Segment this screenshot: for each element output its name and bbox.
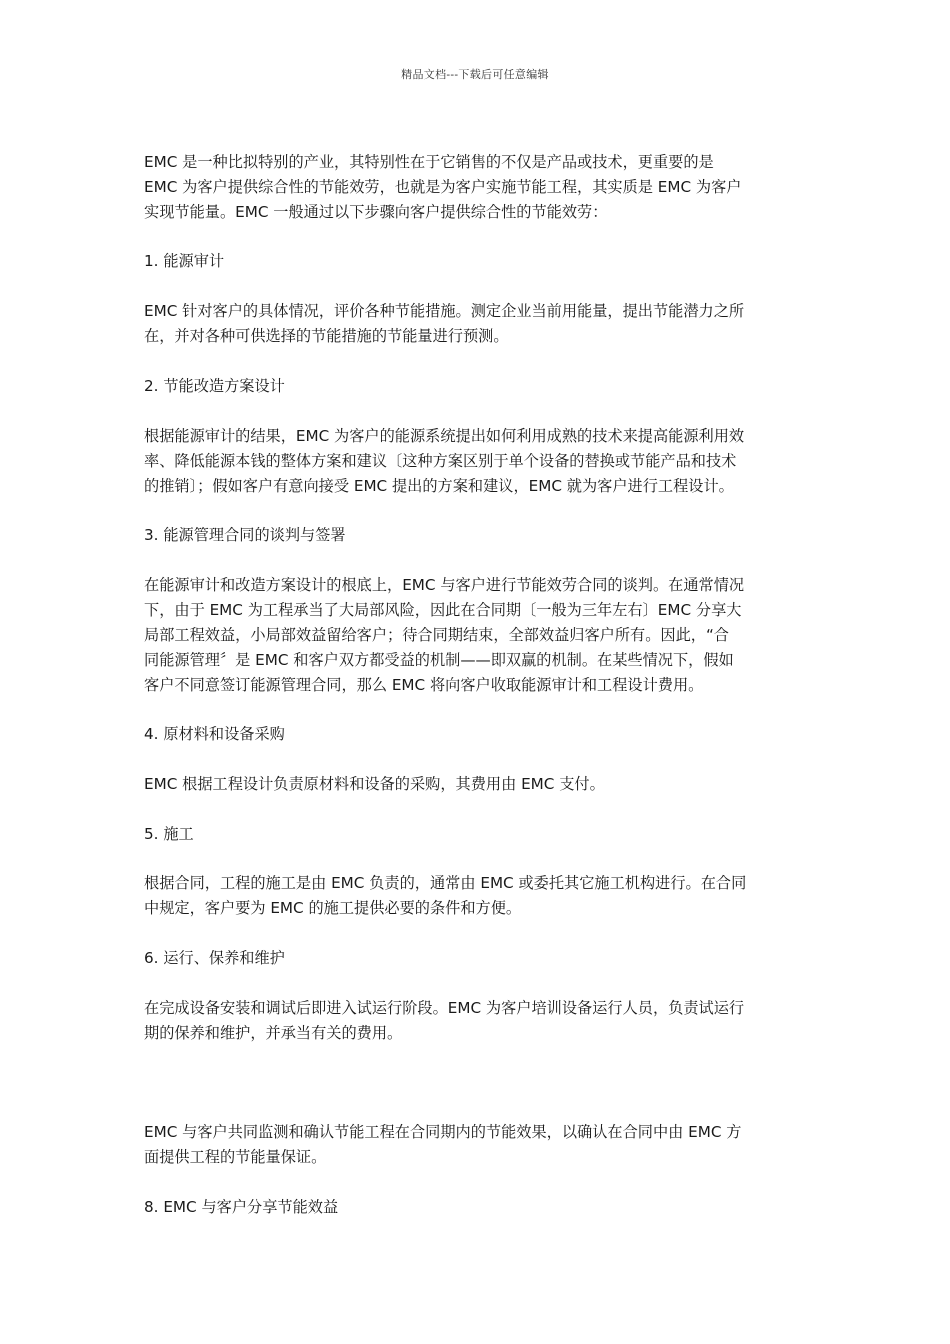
text-line: 客户不同意签订能源管理合同，那么 EMC 将向客户收取能源审计和工程设计费用。 xyxy=(144,676,704,694)
section-paragraph xyxy=(144,1120,809,1170)
page-header: 精品文档---下载后可任意编辑 xyxy=(401,68,549,81)
section-paragraph xyxy=(144,871,809,921)
text-line: 在，并对各种可供选择的节能措施的节能量进行预测。 xyxy=(144,327,509,345)
text-line: EMC 为客户提供综合性的节能效劳，也就是为客户实施节能工程，其实质是 EMC 为客户 xyxy=(144,178,742,196)
text-line: EMC 根据工程设计负责原材料和设备的采购，其费用由 EMC 支付。 xyxy=(144,775,605,793)
text-line: 期的保养和维护，并承当有关的费用。 xyxy=(144,1024,403,1042)
section-heading: 2. 节能改造方案设计 xyxy=(144,377,285,395)
text-line: EMC 针对客户的具体情况，评价各种节能措施。测定企业当前用能量，提出节能潜力之所 xyxy=(144,302,745,320)
text-line: 率、降低能源本钱的整体方案和建议〔这种方案区别于单个设备的替换或节能产品和技术 xyxy=(144,452,737,470)
section-paragraph xyxy=(144,772,809,797)
text-line: 根据能源审计的结果，EMC 为客户的能源系统提出如何利用成熟的技术来提高能源利用效 xyxy=(144,427,745,445)
text-line: 中规定，客户要为 EMC 的施工提供必要的条件和方便。 xyxy=(144,899,522,917)
section-heading: 4. 原材料和设备采购 xyxy=(144,725,285,743)
section-paragraph xyxy=(144,996,809,1046)
text-line: 同能源管理〞是 EMC 和客户双方都受益的机制——即双赢的机制。在某些情况下，假如 xyxy=(144,651,734,669)
intro-paragraph xyxy=(144,150,809,225)
text-line: 实现节能量。EMC 一般通过以下步骤向客户提供综合性的节能效劳： xyxy=(144,203,608,221)
section-heading: 8. EMC 与客户分享节能效益 xyxy=(144,1198,339,1216)
text-line: 在完成设备安装和调试后即进入试运行阶段。EMC 为客户培训设备运行人员，负责试运行 xyxy=(144,999,745,1017)
section-paragraph xyxy=(144,424,809,499)
text-line: 局部工程效益，小局部效益留给客户；待合同期结束，全部效益归客户所有。因此，“合 xyxy=(144,626,729,644)
text-line: EMC 是一种比拟特别的产业，其特别性在于它销售的不仅是产品或技术，更重要的是 xyxy=(144,153,714,171)
text-line: 的推销〕；假如客户有意向接受 EMC 提出的方案和建议，EMC 就为客户进行工程设计。 xyxy=(144,477,734,495)
section-heading: 1. 能源审计 xyxy=(144,252,225,270)
section-paragraph xyxy=(144,299,809,349)
section-heading: 6. 运行、保养和维护 xyxy=(144,949,285,967)
text-line: 下，由于 EMC 为工程承当了大局部风险，因此在合同期〔一般为三年左右〕EMC 分享大 xyxy=(144,601,742,619)
text-line: EMC 与客户共同监测和确认节能工程在合同期内的节能效果，以确认在合同中由 EMC 方 xyxy=(144,1123,742,1141)
text-line: 面提供工程的节能量保证。 xyxy=(144,1148,327,1166)
text-line: 根据合同，工程的施工是由 EMC 负责的，通常由 EMC 或委托其它施工机构进行。在合同 xyxy=(144,874,747,892)
text-line: 在能源审计和改造方案设计的根底上，EMC 与客户进行节能效劳合同的谈判。在通常情况 xyxy=(144,576,745,594)
section-paragraph xyxy=(144,573,809,698)
section-heading: 3. 能源管理合同的谈判与签署 xyxy=(144,526,346,544)
section-heading: 5. 施工 xyxy=(144,825,194,843)
